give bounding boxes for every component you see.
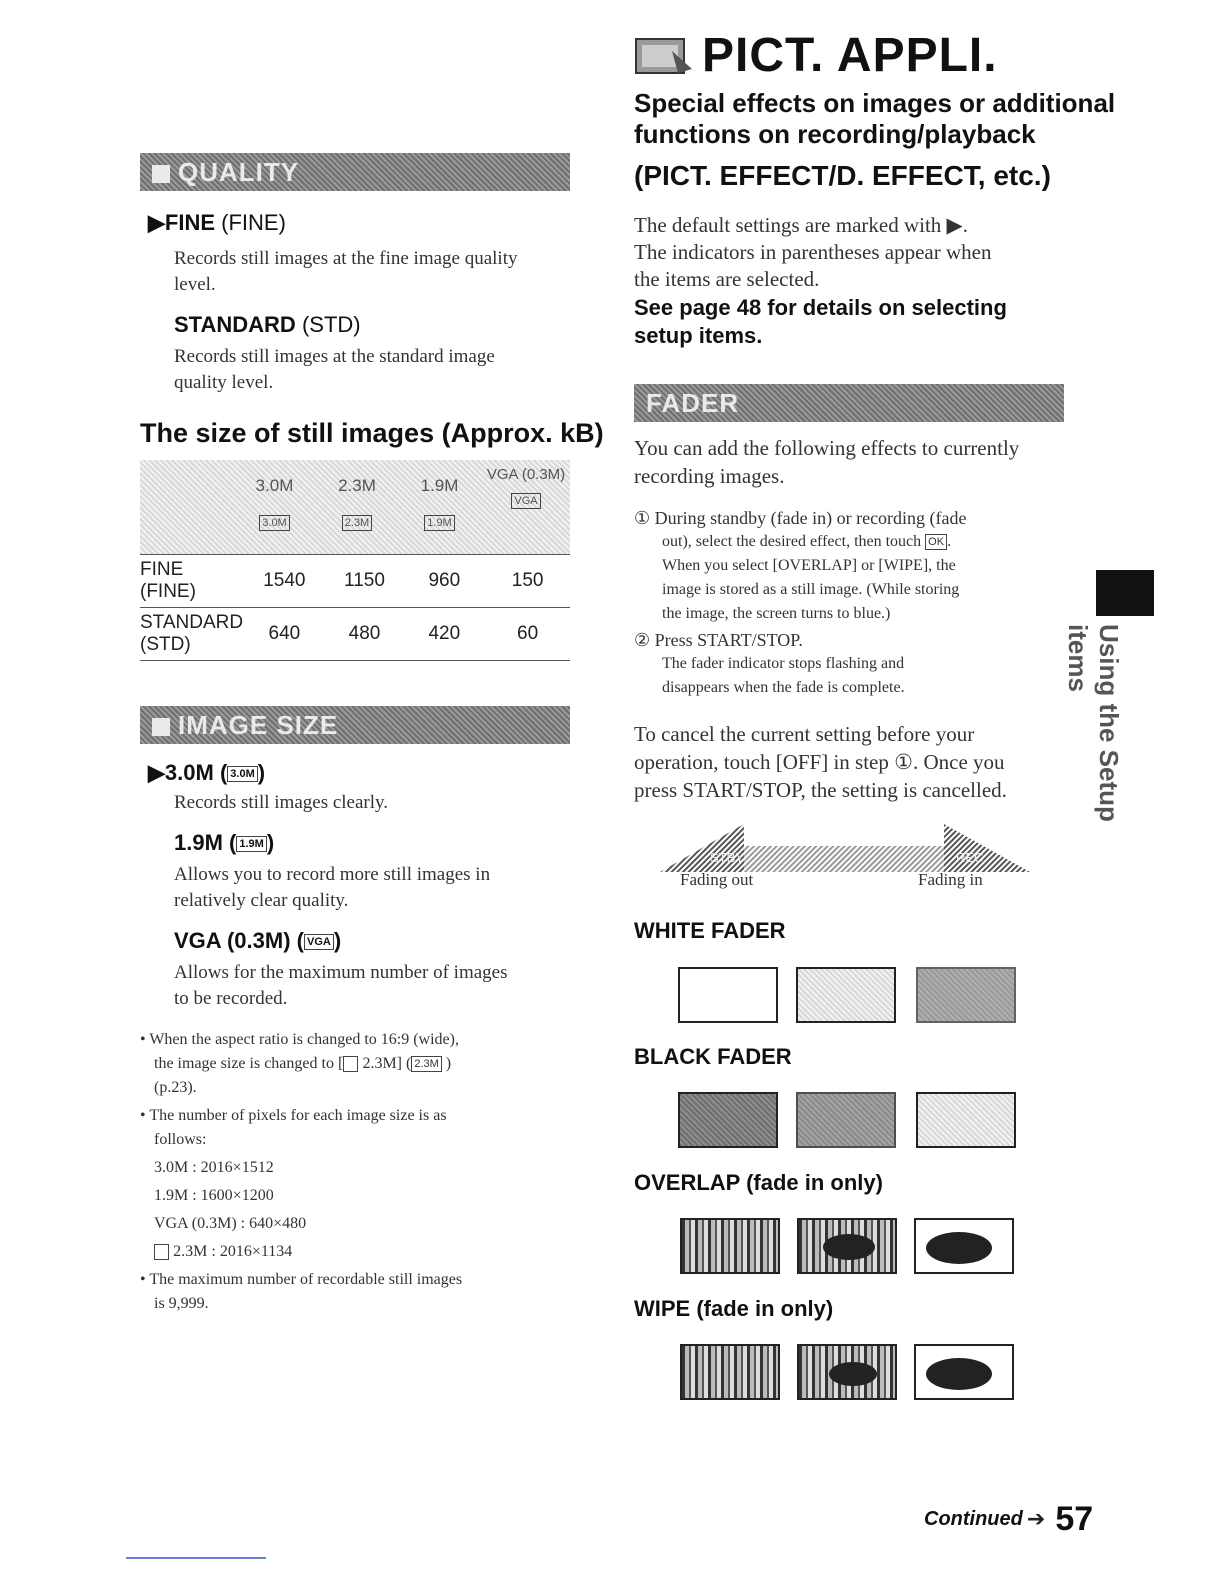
- table-cell: 640: [268, 623, 301, 644]
- wide-icon: [343, 1056, 358, 1072]
- fader-intro: [634, 434, 1019, 490]
- wipe-frame-1: [680, 1344, 780, 1400]
- wide-icon: [154, 1244, 169, 1260]
- size-1-9m-label: 1.9M: [174, 830, 223, 855]
- intro-notes: [634, 212, 991, 293]
- step-line: disappears when the fade is complete.: [662, 679, 905, 696]
- fader-section-bar: [634, 384, 1064, 422]
- pixel-line: 2.3M : 2016×1134: [140, 1240, 580, 1264]
- note-bullet: • The maximum number of recordable still images: [140, 1271, 463, 1288]
- image-size-icon: 3.0M: [227, 766, 257, 782]
- size-1-9m-desc: [174, 862, 490, 914]
- table-cell: 60: [517, 623, 539, 644]
- page-footer: [924, 1500, 1093, 1539]
- desc-line: relatively clear quality.: [174, 890, 349, 911]
- standard-description: [174, 344, 495, 396]
- col-header-vga: [482, 460, 570, 554]
- table-row: [140, 608, 570, 661]
- ok-button-icon: OK: [925, 534, 947, 550]
- size-table-header: [140, 460, 570, 555]
- step-line: When you select [OVERLAP] or [WIPE], the: [662, 557, 956, 574]
- row-label: FINE (FINE): [140, 559, 196, 602]
- image-size-icon: 1.9M: [236, 836, 266, 852]
- white-fader-frame-3: [916, 967, 1016, 1023]
- col-top-label: 1.9M: [420, 476, 459, 495]
- pict-appli-icon: [634, 33, 696, 77]
- fine-desc-line: Records still images at the fine image quality: [174, 248, 518, 269]
- step-line: image is stored as a still image. (While storing: [662, 581, 960, 598]
- table-cell: 1150: [344, 570, 385, 591]
- fine-desc-line: level.: [174, 274, 216, 295]
- page-title: PICT. APPLI.: [702, 28, 998, 82]
- size-1-9m-heading: 1.9M ( 1.9M ): [174, 830, 275, 855]
- step-line: ① During standby (fade in) or recording (fade: [634, 508, 967, 528]
- note-bullet: • The number of pixels for each image size is as: [140, 1107, 447, 1124]
- step-line: ② Press START/STOP.: [634, 630, 803, 650]
- size-table: [140, 460, 570, 661]
- size-table-title: The size of still images (Approx. kB): [140, 418, 604, 448]
- note-line: the image size is changed to [ 2.3M] ( 2.3M ): [154, 1055, 452, 1072]
- wipe-heading: WIPE (fade in only): [634, 1296, 834, 1321]
- quality-bar-label: QUALITY: [178, 157, 300, 187]
- standard-heading: [174, 312, 361, 338]
- continued-label: Continued: [924, 1508, 1023, 1530]
- square-icon: [152, 718, 170, 736]
- fine-description: [174, 246, 518, 298]
- standard-label: STANDARD: [174, 312, 296, 337]
- bottom-rule: [126, 1557, 266, 1559]
- intro-line: You can add the following effects to currently: [634, 436, 1020, 460]
- overlap-frame-1: [680, 1218, 780, 1274]
- black-fader-heading: BLACK FADER: [634, 1044, 792, 1069]
- size-vga-label: VGA (0.3M): [174, 928, 291, 953]
- square-icon: [152, 165, 170, 183]
- cancel-note: [634, 720, 1007, 804]
- step-line: out), select the desired effect, then touch OK .: [662, 533, 952, 550]
- side-tab-label: Using the Setup items: [1063, 624, 1124, 822]
- size-vga-desc: [174, 960, 508, 1012]
- pixel-line: VGA (0.3M) : 640×480: [154, 1215, 307, 1232]
- desc-line: Allows for the maximum number of images: [174, 962, 508, 983]
- wipe-frame-2: [797, 1344, 897, 1400]
- side-tab-marker: [1096, 570, 1154, 616]
- standard-desc-line: Records still images at the standard image: [174, 346, 495, 367]
- fine-label: ▶FINE: [148, 210, 216, 235]
- standard-indicator: (STD): [301, 312, 361, 337]
- pixel-line: 1.9M : 1600×1200: [154, 1187, 274, 1204]
- col-header-2-3m: [317, 460, 397, 554]
- image-size-icon: 3.0M: [259, 515, 289, 531]
- pixel-line: 3.0M : 2016×1512: [154, 1159, 274, 1176]
- image-size-icon: VGA: [304, 934, 334, 950]
- standard-desc-line: quality level.: [174, 372, 274, 393]
- stby-label: STBY: [710, 850, 744, 865]
- size-3-0m-heading: ▶3.0M ( 3.0M ): [148, 760, 266, 785]
- quality-section-bar: [140, 153, 570, 191]
- black-fader-frame-2: [796, 1092, 896, 1148]
- fine-indicator: (FINE): [221, 210, 286, 235]
- fading-in-label: Fading in: [918, 870, 983, 889]
- rec-label: REC: [956, 850, 984, 865]
- col-header-3-0m: [232, 460, 317, 554]
- desc-line: to be recorded.: [174, 988, 288, 1009]
- intro-line: the items are selected.: [634, 267, 820, 291]
- see-page-line: See page 48 for details on selecting: [634, 295, 1007, 320]
- see-page-line: setup items.: [634, 323, 763, 348]
- overlap-heading: OVERLAP (fade in only): [634, 1170, 883, 1195]
- overlap-frame-2: [797, 1218, 897, 1274]
- image-size-icon: 2.3M: [411, 1056, 441, 1072]
- size-vga-heading: VGA (0.3M) ( VGA ): [174, 928, 342, 953]
- arrow-right-icon: ➔: [1026, 1507, 1046, 1532]
- image-size-notes: [140, 1028, 580, 1316]
- step-line: The fader indicator stops flashing and: [662, 655, 905, 672]
- cancel-line: operation, touch [OFF] in step ①. Once you: [634, 750, 1005, 774]
- intro-line: recording images.: [634, 464, 785, 488]
- image-size-icon: 2.3M: [342, 515, 372, 531]
- table-cell: 1540: [263, 570, 306, 591]
- col-header-1-9m: [397, 460, 482, 554]
- black-fader-frame-1: [678, 1092, 778, 1148]
- wipe-frame-3: [914, 1344, 1014, 1400]
- note-line: follows:: [154, 1131, 207, 1148]
- pict-appli-header: [634, 30, 998, 80]
- table-cell: 420: [428, 623, 461, 644]
- table-cell: 960: [428, 570, 461, 591]
- black-fader-frame-3: [916, 1092, 1016, 1148]
- step-line: the image, the screen turns to blue.): [662, 605, 891, 622]
- cancel-line: To cancel the current setting before your: [634, 722, 975, 746]
- fader-steps: [634, 506, 1054, 700]
- image-size-bar-label: IMAGE SIZE: [178, 710, 339, 740]
- overlap-frame-3: [914, 1218, 1014, 1274]
- col-top-label: VGA (0.3M): [486, 466, 566, 483]
- image-size-icon: 1.9M: [424, 515, 454, 531]
- image-size-section-bar: [140, 706, 570, 744]
- image-size-icon: VGA: [511, 493, 540, 509]
- fading-out-label: Fading out: [680, 870, 754, 889]
- page-subtitle: [634, 88, 1115, 191]
- white-fader-frame-1: [678, 967, 778, 1023]
- cancel-line: press START/STOP, the setting is cancelled.: [634, 778, 1007, 802]
- note-line: is 9,999.: [154, 1295, 209, 1312]
- col-top-label: 3.0M: [255, 476, 294, 495]
- fade-bar: [744, 846, 944, 872]
- see-page-note: [634, 294, 1007, 350]
- row-label: STANDARD (STD): [140, 612, 244, 655]
- note-bullet: • When the aspect ratio is changed to 16:9 (wide),: [140, 1031, 459, 1048]
- subtitle-line: Special effects on images or additional: [634, 88, 1116, 118]
- desc-line: Allows you to record more still images in: [174, 864, 491, 885]
- table-cell: 150: [511, 570, 544, 591]
- intro-line: The default settings are marked with ▶.: [634, 213, 968, 237]
- note-line: (p.23).: [154, 1079, 197, 1096]
- table-row: [140, 555, 570, 608]
- subtitle-line: functions on recording/playback: [634, 119, 1036, 149]
- size-3-0m-desc: Records still images clearly.: [174, 792, 389, 813]
- fader-bar-label: FADER: [646, 388, 740, 418]
- intro-line: The indicators in parentheses appear when: [634, 240, 992, 264]
- table-cell: 480: [348, 623, 381, 644]
- white-fader-heading: WHITE FADER: [634, 918, 786, 943]
- fine-heading: [148, 210, 286, 236]
- size-3-0m-label: ▶3.0M: [148, 760, 214, 785]
- size-table-body: [140, 555, 570, 661]
- page-number: 57: [1055, 1500, 1094, 1538]
- subtitle-line: (PICT. EFFECT/D. EFFECT, etc.): [634, 160, 1051, 191]
- col-top-label: 2.3M: [338, 476, 376, 495]
- white-fader-frame-2: [796, 967, 896, 1023]
